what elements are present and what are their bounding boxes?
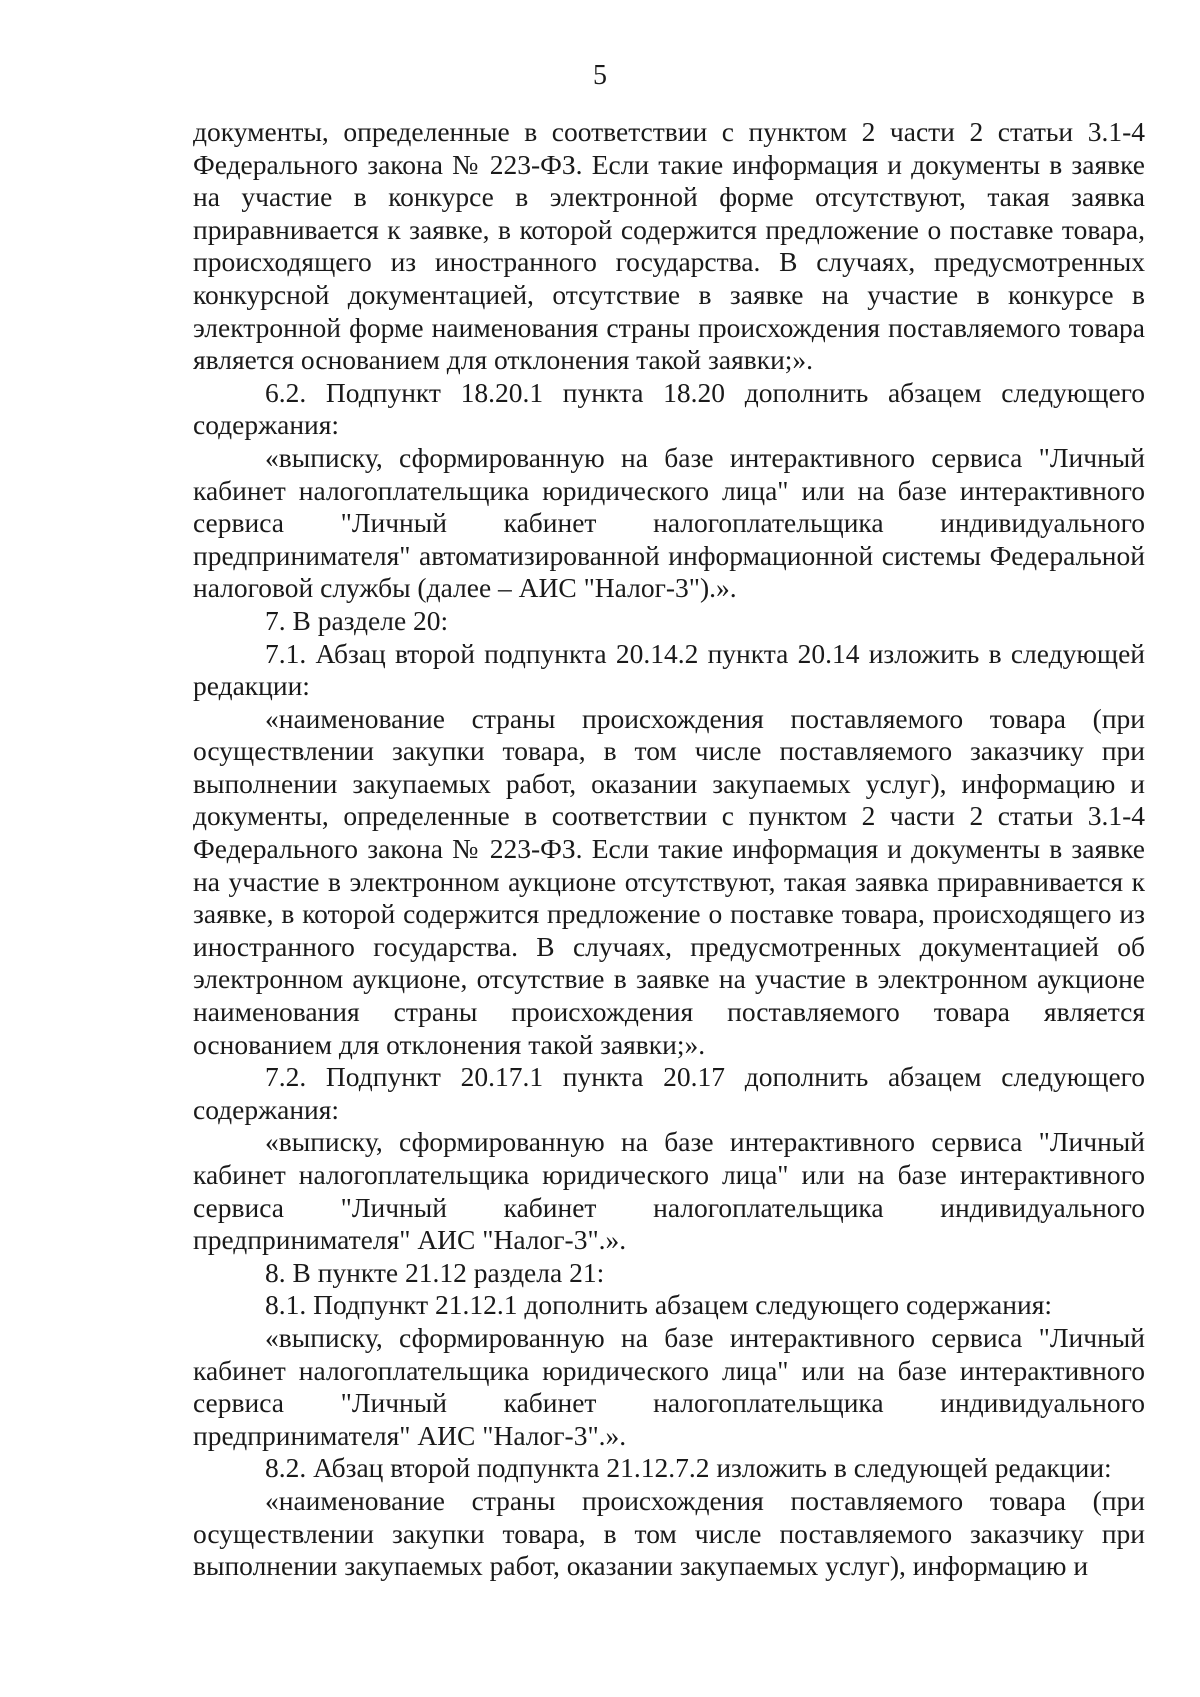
paragraph: «выписку, сформированную на базе интерактивного сервиса "Личный кабинет налогоплательщика юридического лица" или на базе интерактивного сервиса "Личный кабинет налогоплательщика индивидуального предпринимателя" АИС "Налог-3".». xyxy=(193,1321,1145,1451)
paragraph: «наименование страны происхождения поставляемого товара (при осуществлении закупки товара, в том числе поставляемого заказчику при выполнении закупаемых работ, оказании закупаемых услуг), информацию и документы, определенные в соответствии с пунктом 2 части 2 статьи 3.1-4 Федерального закона № 223-ФЗ. Если такие информация и документы в заявке на участие в электронном аукционе отсутствуют, такая заявка приравнивается к заявке, в которой содержится предложение о поставке товара, происходящего из иностранного государства. В случаях, предусмотренных документацией об электронном аукционе, отсутствие в заявке на участие в электронном аукционе наименования страны происхождения поставляемого товара является основанием для отклонения такой заявки;». xyxy=(193,702,1145,1060)
paragraph: 8.2. Абзац второй подпункта 21.12.7.2 изложить в следующей редакции: xyxy=(265,1452,1112,1484)
page-number: 5 xyxy=(593,60,607,91)
paragraph: «выписку, сформированную на базе интерактивного сервиса "Личный кабинет налогоплательщика юридического лица" или на базе интерактивного сервиса "Личный кабинет налогоплательщика индивидуального предпринимателя" автоматизированной информационной системы Федеральной налоговой службы (далее – АИС "Налог-3").». xyxy=(193,441,1145,604)
paragraph: 7.2. Подпункт 20.17.1 пункта 20.17 дополнить абзацем следующего содержания: xyxy=(193,1061,1145,1125)
paragraph: документы, определенные в соответствии с пунктом 2 части 2 статьи 3.1-4 Федерального закона № 223-ФЗ. Если такие информация и документы в заявке на участие в конкурсе в электронной форме отсутствуют, такая заявка приравнивается к заявке, в которой содержится предложение о поставке товара, происходящего из иностранного государства. В случаях, предусмотренных конкурсной документацией, отсутствие в заявке на участие в конкурсе в электронной форме наименования страны происхождения поставляемого товара является основанием для отклонения такой заявки;». xyxy=(193,116,1145,376)
document-body xyxy=(193,116,1145,1583)
paragraph: «выписку, сформированную на базе интерактивного сервиса "Личный кабинет налогоплательщика юридического лица" или на базе интерактивного сервиса "Личный кабинет налогоплательщика индивидуального предпринимателя" АИС "Налог-3".». xyxy=(193,1126,1145,1256)
paragraph: 8. В пункте 21.12 раздела 21: xyxy=(265,1256,605,1288)
paragraph: «наименование страны происхождения поставляемого товара (при осуществлении закупки товара, в том числе поставляемого заказчику при выполнении закупаемых работ, оказании закупаемых услуг), информацию и xyxy=(193,1484,1145,1582)
paragraph: 7. В разделе 20: xyxy=(265,604,449,636)
paragraph: 8.1. Подпункт 21.12.1 дополнить абзацем следующего содержания: xyxy=(265,1289,1052,1321)
paragraph: 6.2. Подпункт 18.20.1 пункта 18.20 дополнить абзацем следующего содержания: xyxy=(193,376,1145,441)
paragraph: 7.1. Абзац второй подпункта 20.14.2 пункта 20.14 изложить в следующей редакции: xyxy=(193,637,1145,702)
